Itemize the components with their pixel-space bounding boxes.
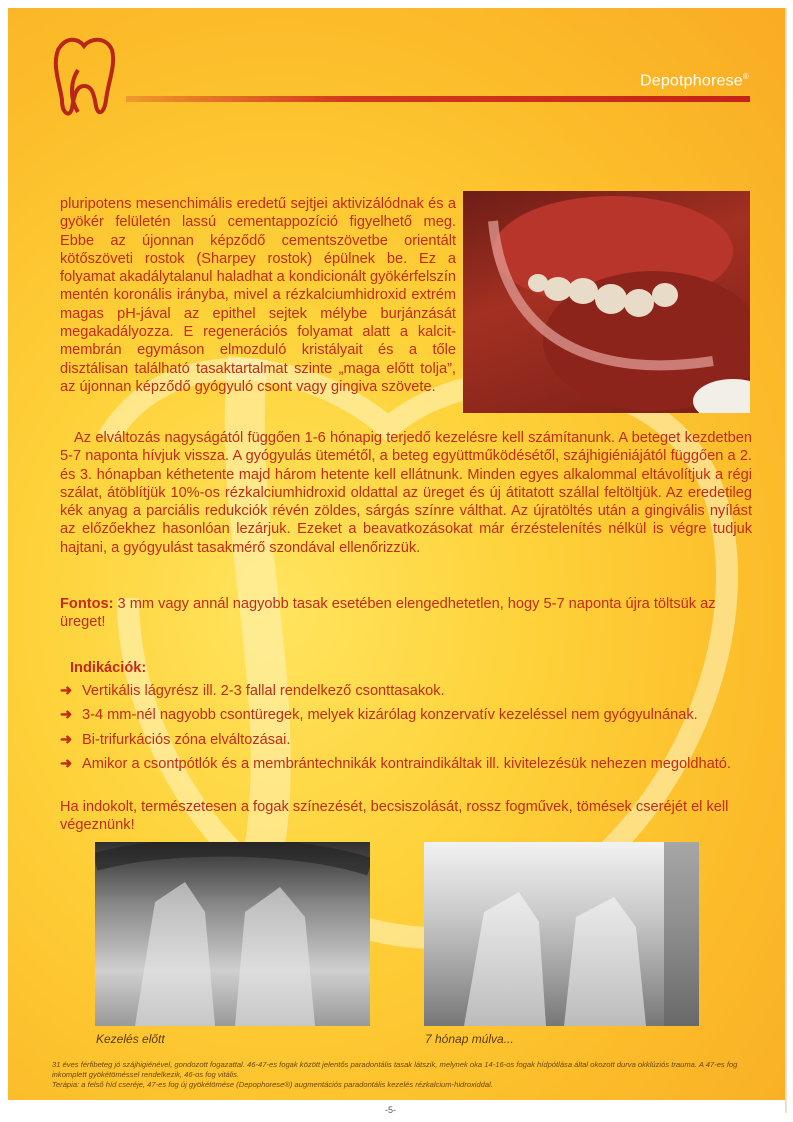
mouth-illustration (463, 191, 750, 413)
xray-after-image (424, 842, 699, 1026)
intraoral-photo (463, 191, 750, 413)
closing-paragraph: Ha indokolt, természetesen a fogak színezését, becsiszolását, rossz fogművek, tömések cseréjét el kell végeznünk! (60, 799, 729, 834)
footnote-line-2: Terápia: a felső híd cseréje, 47-es fog új gyökétömése (Depophorese®) augmentációs paradontális kezelés rézkalcium-hidroxiddal. (52, 1080, 493, 1089)
list-item: ➜ Amikor a csontpótlók és a membrántechnikák kontraindikáltak ill. kivitelezésük nehezen megoldható. (60, 755, 731, 772)
important-note: Fontos: 3 mm vagy annál nagyobb tasak esetében elengedhetetlen, hogy 5-7 naponta újra töltsük az üreget! (60, 596, 716, 631)
arrow-right-icon: ➜ (60, 731, 73, 748)
arrow-right-icon: ➜ (60, 683, 73, 699)
list-item: ➜ Vertikális lágyrész ill. 2-3 fallal rendelkező csonttasakok. (60, 683, 445, 699)
brand-title: Depotphorese® (639, 72, 749, 90)
arrow-right-icon: ➜ (60, 707, 73, 724)
footnote-line-1: 31 éves férfibeteg jó szájhigiénével, gondozott fogazattal. 46-47-es fogak között jelentős paradontális tasak látszik, melynek oka 14-16-os fogak hídpótlása által okozott durva okklúziós trauma. A 47-es fog inkomplett gyökétöméssel rendelkezik, 46-os fog vitális. (52, 1060, 738, 1079)
xray-before-caption: Kezelés előtt (96, 1032, 165, 1046)
page-edge (785, 8, 787, 1113)
page-number: -5- (385, 1105, 396, 1115)
header-divider-bar (126, 96, 750, 102)
tooth-logo-icon (48, 30, 120, 122)
list-item: ➜ 3-4 mm-nél nagyobb csontüregek, melyek kizárólag konzervatív kezeléssel nem gyógyulnának. (60, 707, 698, 724)
list-item: ➜ Bi-trifurkációs zóna elváltozásai. (60, 731, 291, 748)
body-paragraph-2: Az elváltozás nagyságától függően 1-6 hónapig terjedő kezelésre kell számítanunk. A beteget kezdetben 5-7 naponta hívjuk vissza. A gyógyulás ütemétől, a beteg együttműködésétől, szájhigiéniájától függően a 2. és 3. hónapban kéthetente majd három hetente kell ellátnunk. Minden egyes alkalommal eltávolítjuk a régi szálat, átöblítjük 10%-os rézkalciumhidroxid oldattal az üreget és új átitatott szállal feltöltjük. Az eredetileg kék anyag a parciális redukciók révén zöldes, sárgás színre válthat. Az újratöltés után a gingivális nyílást az előzőekhez hasonlóan lezárjuk. Ezeket a beavatkozásokat már érzéstelenítés nélkül is végre tudjuk hajtani, a gyógyulást tasakmérő szondával ellenőrizzük. (60, 430, 752, 556)
body-paragraph-1: pluripotens mesenchimális eredetű sejtjei aktivizálódnak és a gyökér felületén lassú cementappozíció figyelhető meg. Ebbe az újonnan képződő cementszövetbe orientált kötőszöveti rostok (Sharpey rostok) épülnek be. Ez a folyamat akadálytalanul haladhat a kondicionált gyökérfelszín mentén koronális irányba, mivel a rézkalciumhidroxid extrém magas pH-jával az epithel sejtek mélybe burjánzását megakadályozza. E regenerációs folyamat alatt a kalcit-membrán egymáson elmozduló kristályait és a tőle disztálisan található tasaktartalmat szinte „maga előtt tolja”, az újonnan képződő gyógyuló csont vagy gingiva szövete. (60, 196, 456, 395)
xray-before-image (95, 842, 370, 1026)
xray-after-illustration (424, 842, 699, 1026)
indications-heading: Indikációk: (70, 660, 147, 676)
xray-before-illustration (95, 842, 370, 1026)
footnote (52, 1060, 752, 1090)
xray-after-caption: 7 hónap múlva... (425, 1032, 514, 1046)
indications-list (60, 682, 760, 779)
arrow-right-icon: ➜ (60, 755, 73, 772)
